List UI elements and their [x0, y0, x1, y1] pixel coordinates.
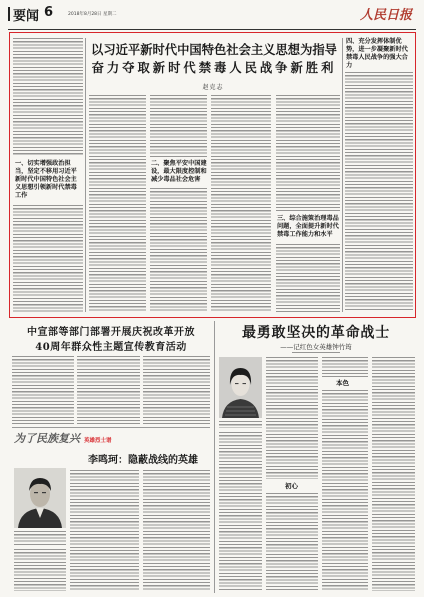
body-text-column	[150, 188, 207, 312]
series-banner	[12, 429, 210, 446]
body-text-column	[266, 493, 318, 591]
body-text-column	[13, 205, 83, 312]
photo-caption	[219, 421, 262, 428]
hero-headline: 李鸣珂：隐蔽战线的英雄	[88, 455, 198, 466]
issue-date: 2018年8月28日 星期二	[68, 12, 117, 17]
body-text-column	[219, 432, 262, 591]
section-rule	[12, 427, 210, 428]
body-text-column	[322, 357, 368, 377]
section-bar	[8, 7, 10, 21]
body-text-column	[143, 356, 210, 424]
body-text-column	[276, 95, 340, 211]
series-banner-title: 为了民族复兴	[14, 432, 80, 445]
body-text-column	[276, 244, 340, 312]
byline-line	[292, 352, 340, 354]
portrait-photo	[219, 357, 262, 418]
body-text-column	[143, 470, 210, 591]
masthead-logo: 人民日报	[360, 8, 413, 23]
portrait-photo	[14, 468, 66, 528]
body-text-column	[77, 356, 140, 424]
main-headline-line1: 以习近平新时代中国特色社会主义思想为指导	[91, 42, 337, 57]
body-text-column	[322, 390, 368, 591]
body-text-column	[211, 95, 271, 312]
column-rule	[85, 38, 86, 312]
body-text-column	[150, 95, 207, 157]
subhead-1: 一、切实增强政治担当，坚定不移用习近平新时代中国特色社会主义思想引领新时代禁毒工作	[15, 160, 77, 199]
main-headline-line2: 奋力夺取新时代禁毒人民战争新胜利	[91, 60, 337, 75]
page-number: 6	[44, 5, 54, 20]
section-heading: 初心	[285, 482, 298, 490]
left-headline-line1: 中宣部等部门部署开展庆祝改革开放	[27, 327, 195, 338]
left-headline-line2: 40周年群众性主题宣传教育活动	[35, 342, 187, 353]
page-header	[8, 0, 416, 30]
body-text-column	[372, 357, 415, 591]
section-heading: 本色	[336, 379, 349, 387]
subhead-2: 二、聚焦平安中国建设，最大限度控制和减少毒品社会危害	[151, 160, 207, 183]
body-text-column	[345, 72, 413, 312]
right-subtitle: ——记红色女英雄钟竹筠	[280, 343, 352, 351]
column-rule	[342, 38, 343, 312]
body-text-column	[12, 356, 74, 424]
series-banner-subtitle: 英雄烈士谱	[84, 438, 112, 444]
photo-caption	[14, 531, 66, 545]
bottom-divider	[214, 321, 215, 593]
body-text-column	[89, 95, 146, 312]
subhead-4: 四、充分发挥体制优势，进一步凝聚新时代禁毒人民战争的强大合力	[346, 38, 408, 69]
subhead-3: 三、综合施策治理毒品问题，全面提升新时代禁毒工作能力和水平	[277, 215, 339, 238]
right-headline: 最勇敢坚决的革命战士	[242, 325, 390, 341]
body-text-column	[70, 470, 139, 591]
body-text-column	[13, 38, 83, 155]
body-text-column	[266, 357, 318, 479]
body-text-column	[14, 549, 66, 591]
main-byline: 赵克志	[202, 84, 224, 91]
section-title: 要闻	[13, 9, 40, 24]
